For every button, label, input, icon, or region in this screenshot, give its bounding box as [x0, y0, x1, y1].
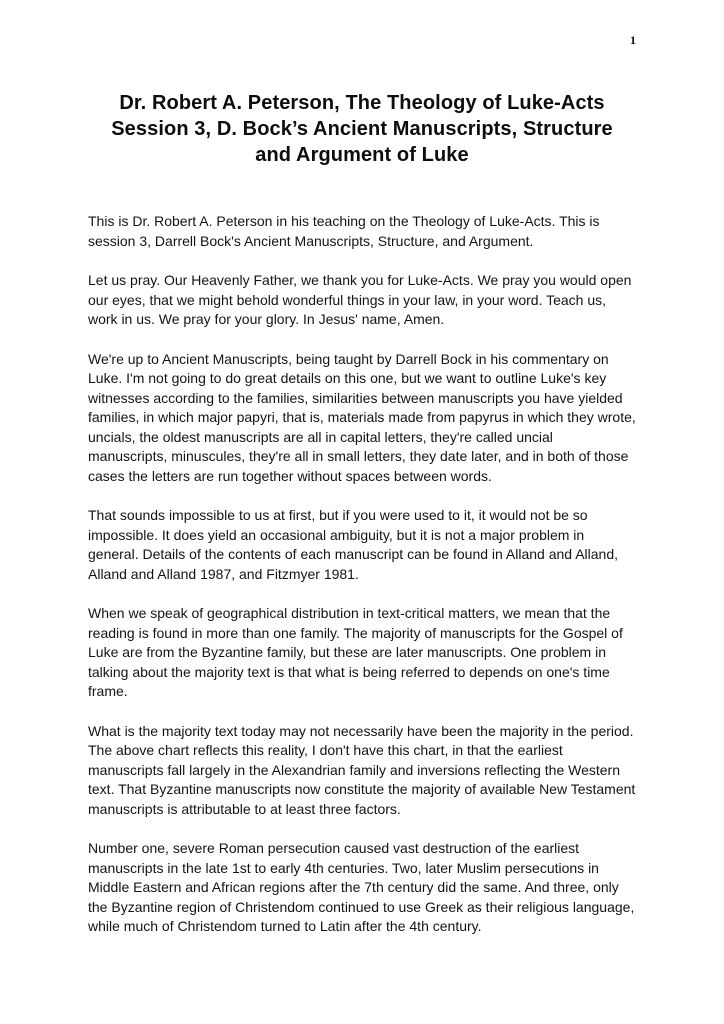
paragraph-ambiguity: That sounds impossible to us at first, but if you were used to it, it would not be so impossible. It does yield an occasional ambiguity, but it is not a major problem in general. Details of the contents of each manuscript can be found in Alland and Alland, Alland and Alland 1987, and Fitzmyer 1981.: [88, 507, 619, 582]
paragraph-ancient-manuscripts: We're up to Ancient Manuscripts, being taught by Darrell Bock in his commentary on Luke. I'm not going to do great details on this one, but we want to outline Luke's key witnesses according to the families, similarities between manuscripts you have yielded families, in which major papyri, that is, materials made from papyrus in which they wrote, uncials, the oldest manuscripts are all in capital letters, they're called uncial manuscripts, minuscules, they're all in small letters, they date later, and in both of those cases the letters are run together without spaces between words.: [88, 350, 636, 484]
title-line-2: Session 3, D. Bock’s Ancient Manuscripts, Structure: [111, 118, 613, 140]
paragraph-prayer: Let us pray. Our Heavenly Father, we thank you for Luke-Acts. We pray you would open our eyes, that we might behold wonderful things in your law, in your word. Teach us, work in us. We pray for your glory. In Jesus' name, Amen.: [88, 272, 632, 327]
document-title: [88, 90, 636, 168]
paragraph-majority-text: What is the majority text today may not necessarily have been the majority in the period. The above chart reflects this reality, I don't have this chart, in that the earliest manuscripts fall largely in the Alexandrian family and inversions reflecting the Western text. That Byzantine manuscripts now constitute the majority of available New Testament manuscripts is attributable to at least three factors.: [88, 722, 636, 817]
paragraph-geographical-distribution: When we speak of geographical distribution in text-critical matters, we mean that the reading is found in more than one family. The majority of manuscripts for the Gospel of Luke are from the Byzantine family, but these are later manuscripts. One problem in talking about the majority text is that what is being referred to depends on one's time frame.: [88, 605, 623, 699]
paragraph-three-factors: Number one, severe Roman persecution caused vast destruction of the earliest manuscripts in the late 1st to early 4th centuries. Two, later Muslim persecutions in Middle Eastern and African regions after the 7th century did the same. And three, only the Byzantine region of Christendom continued to use Greek as their religious language, while much of Christendom turned to Latin after the 4th century.: [88, 840, 635, 934]
document-body: [88, 212, 636, 937]
title-line-3: and Argument of Luke: [255, 144, 469, 166]
title-line-1: Dr. Robert A. Peterson, The Theology of Luke-Acts: [119, 92, 605, 114]
paragraph-intro: This is Dr. Robert A. Peterson in his teaching on the Theology of Luke-Acts. This is session 3, Darrell Bock's Ancient Manuscripts, Structure, and Argument.: [88, 213, 600, 249]
page-number: 1: [630, 33, 636, 47]
